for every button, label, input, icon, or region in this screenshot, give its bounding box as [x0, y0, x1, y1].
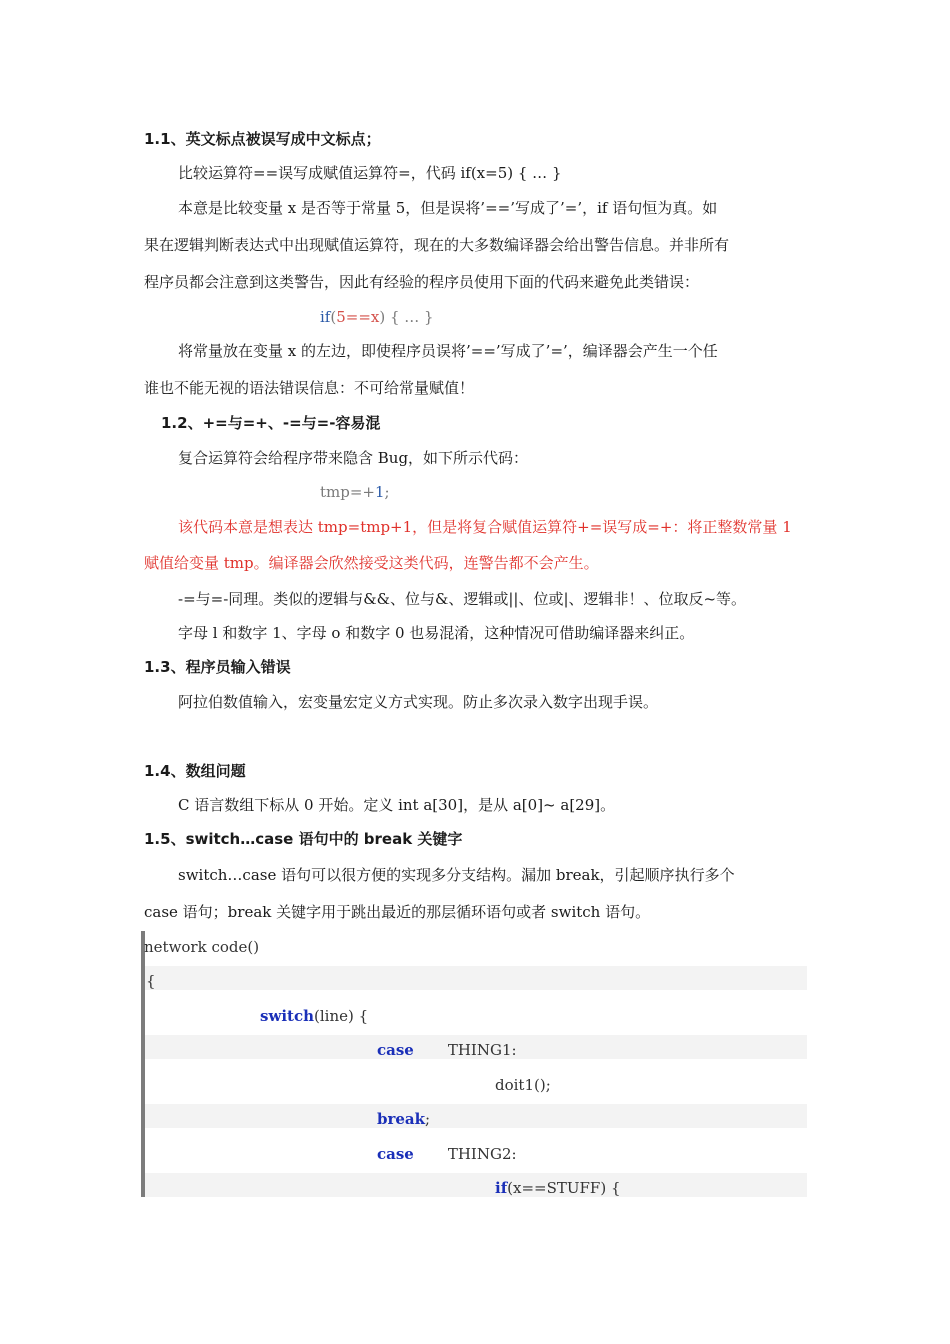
- code-one: 1: [375, 483, 385, 501]
- section-1-1-para-3-line-1: 将常量放在变量 x 的左边，即使程序员误将’==’写成了’=’，编译器会产生一个任: [178, 342, 718, 360]
- code-line-6: [377, 1109, 430, 1129]
- section-1-3-para-1: 阿拉伯数值输入，宏变量宏定义方式实现。防止多次录入数字出现手误。: [178, 693, 659, 711]
- section-1-4-heading: 1.4、数组问题: [144, 762, 246, 780]
- section-1-1-heading: 1.1、英文标点被误写成中文标点；: [144, 130, 381, 148]
- code-condition: 5==x: [336, 308, 380, 326]
- code-paren: (: [330, 308, 337, 326]
- code-line-1: network code(): [144, 938, 260, 956]
- code-keyword-case: case: [377, 1041, 414, 1059]
- section-1-5-para-1-line-1: switch…case 语句可以很方便的实现多分支结构。漏加 break，引起顺序执行多个: [178, 866, 735, 884]
- code-line-2: {: [146, 972, 156, 990]
- code-line-8: [495, 1178, 621, 1198]
- code-keyword-if: if: [495, 1179, 508, 1197]
- code-line-5: doit1();: [495, 1076, 551, 1094]
- section-1-1-para-1: 比较运算符==误写成赋值运算符=，代码 if(x=5) { … }: [178, 164, 562, 182]
- code-stripe: [145, 1104, 807, 1128]
- code-stripe: [145, 966, 807, 990]
- section-1-1-para-2-line-3: 程序员都会注意到这类警告，因此有经验的程序员使用下面的代码来避免此类错误：: [144, 273, 700, 291]
- code-line-6-rest: ;: [425, 1110, 431, 1128]
- section-1-1-para-2-line-1: 本意是比较变量 x 是否等于常量 5，但是误将’==’写成了’=’，if 语句恒为真。如: [178, 199, 718, 217]
- code-line-8-rest: (x==STUFF) {: [507, 1179, 621, 1197]
- section-1-5-heading: 1.5、switch…case 语句中的 break 关键字: [144, 830, 463, 848]
- code-line-3-rest: (line) {: [314, 1007, 369, 1025]
- section-1-2-para-2: -=与=-同理。类似的逻辑与&&、位与&、逻辑或||、位或|、逻辑非！、位取反~等。: [178, 590, 747, 608]
- section-1-5-para-1-line-2: case 语句；break 关键字用于跳出最近的那层循环语句或者 switch 语句。: [144, 903, 651, 921]
- code-line-4: [377, 1040, 517, 1060]
- code-line-3: [260, 1006, 368, 1026]
- code-block: [141, 931, 807, 1197]
- section-1-1-para-3-line-2: 谁也不能无视的语法错误信息：不可给常量赋值！: [144, 379, 475, 397]
- section-1-1-code-snippet: [320, 307, 434, 327]
- section-1-3-heading: 1.3、程序员输入错误: [144, 658, 291, 676]
- code-line-7-rest: THING2:: [447, 1145, 517, 1163]
- code-rest: ) { … }: [379, 308, 434, 326]
- section-1-2-warning-line-1: 该代码本意是想表达 tmp=tmp+1，但是将复合赋值运算符+=误写成=+：将正整数常量 1: [178, 518, 792, 536]
- code-stripe: [145, 1173, 807, 1197]
- code-keyword-case: case: [377, 1145, 414, 1163]
- code-line-7: [377, 1144, 517, 1164]
- code-keyword-if: if: [320, 308, 331, 326]
- section-1-2-heading: 1.2、+=与=+、-=与=-容易混: [161, 414, 381, 432]
- section-1-2-para-1: 复合运算符会给程序带来隐含 Bug，如下所示代码：: [178, 449, 529, 467]
- code-keyword-switch: switch: [260, 1007, 315, 1025]
- code-line-4-rest: THING1:: [447, 1041, 517, 1059]
- section-1-2-code-snippet: [320, 482, 390, 502]
- section-1-4-para-1: C 语言数组下标从 0 开始。定义 int a[30]，是从 a[0]~ a[29]。: [178, 796, 616, 814]
- code-semicolon: ;: [384, 483, 390, 501]
- section-1-2-warning-line-2: 赋值给变量 tmp。编译器会欣然接受这类代码，连警告都不会产生。: [144, 554, 599, 572]
- code-keyword-break: break: [377, 1110, 426, 1128]
- section-1-2-para-3: 字母 l 和数字 1、字母 o 和数字 0 也易混淆，这种情况可借助编译器来纠正。: [178, 624, 695, 642]
- section-1-1-para-2-line-2: 果在逻辑判断表达式中出现赋值运算符，现在的大多数编译器会给出警告信息。并非所有: [144, 236, 730, 254]
- code-tmp: tmp=+: [320, 483, 375, 501]
